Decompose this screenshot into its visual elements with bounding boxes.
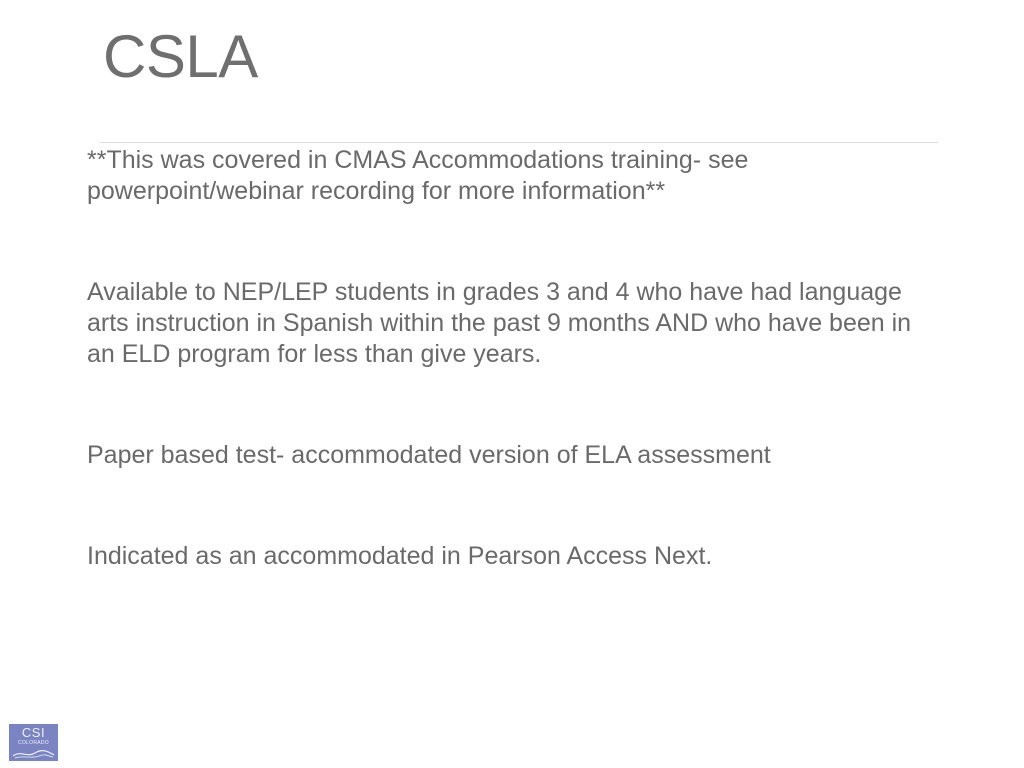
paragraph-eligibility: Available to NEP/LEP students in grades 3 and 4 who have had language arts instruction in Spanish within the past 9 months AND who have been in an ELD program for less than give years.: [87, 278, 912, 368]
logo-subtext: COLORADO: [17, 740, 49, 746]
title-divider: [100, 142, 938, 143]
slide-title: CSLA: [103, 23, 258, 90]
paragraph-pearson-access: Indicated as an accommodated in Pearson Access Next.: [87, 542, 713, 570]
mountain-wave-icon: [9, 746, 58, 761]
paragraph-paper-test: Paper based test- accommodated version of ELA assessment: [87, 441, 771, 469]
logo-name: CSI: [21, 725, 46, 740]
paragraph-training-note: **This was covered in CMAS Accommodations training- see powerpoint/webinar recording for more information**: [87, 146, 749, 205]
csi-logo: [9, 724, 58, 761]
